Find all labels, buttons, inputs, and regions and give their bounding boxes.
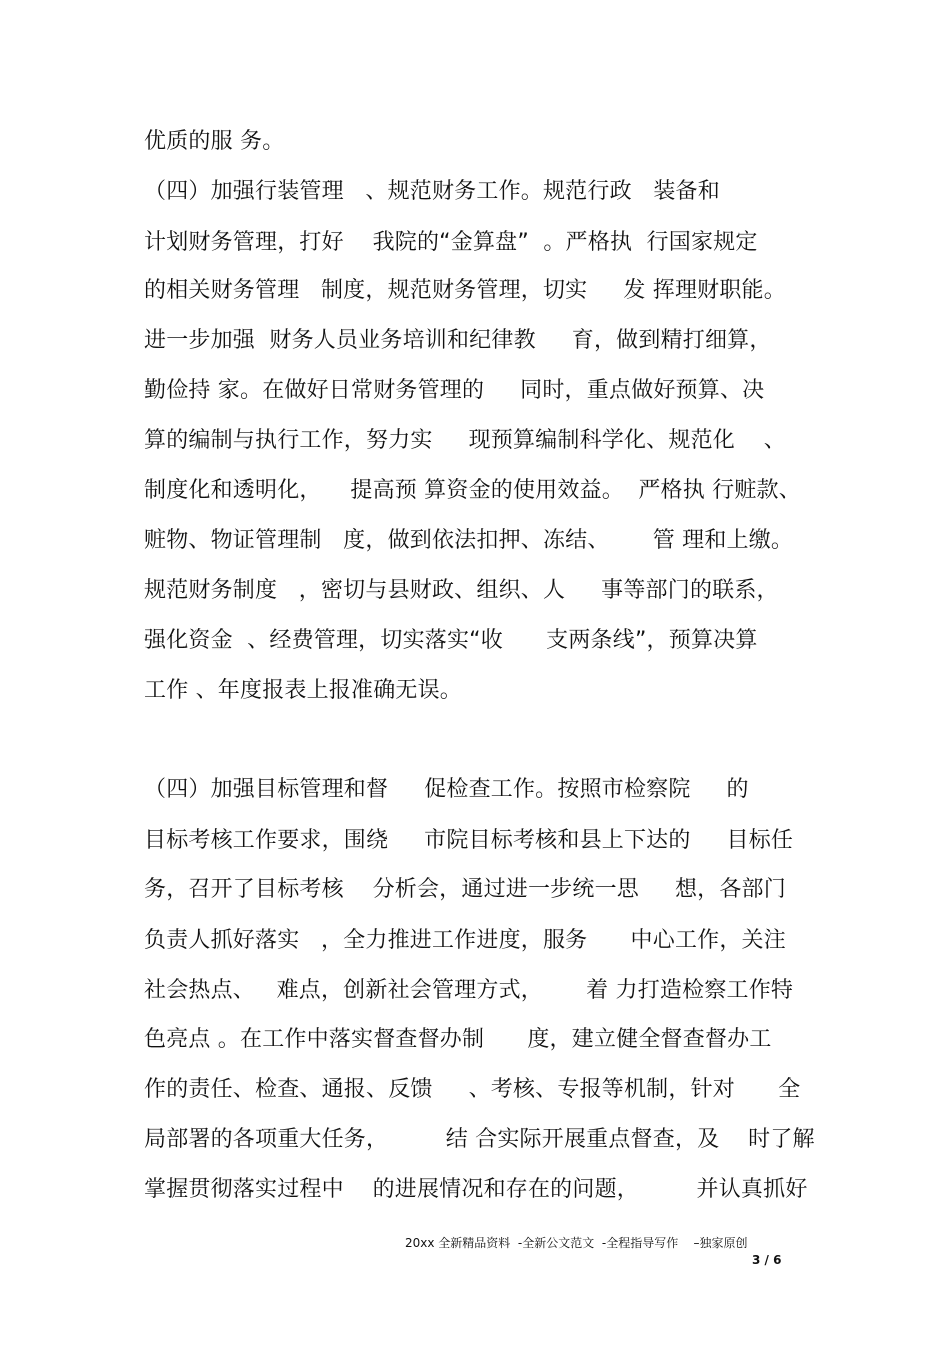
text-line: 色亮点 。在工作中落实督查督办制 度，建立健全督查督办工 bbox=[144, 1027, 772, 1052]
text-line: 赃物、物证管理制 度，做到依法扣押、冻结、 管 理和上缴。 bbox=[144, 528, 794, 553]
text-line: 作的责任、检查、通报、反馈 、考核、专报等机制，针对 全 bbox=[144, 1077, 801, 1102]
text-line: 务，召开了目标考核 分析会，通过进一步统一思 想，各部门 bbox=[144, 877, 786, 902]
text-line: 掌握贯彻落实过程中 的进展情况和存在的问题， 并认真抓好 bbox=[144, 1177, 808, 1202]
text-line: 局部署的各项重大任务， 结 合实际开展重点督查，及 时了解 bbox=[144, 1127, 815, 1152]
page-footer-text: 20xx 全新精品资料 -全新公文范文 -全程指导写作 –独家原创 bbox=[405, 1236, 748, 1250]
text-line: 制度化和透明化， 提高预 算资金的使用效益。 严格执 行赃款、 bbox=[144, 478, 801, 503]
text-line: 目标考核工作要求，围绕 市院目标考核和县上下达的 目标任 bbox=[144, 828, 794, 853]
text-line: 规范财务制度 ，密切与县财政、组织、人 事等部门的联系， bbox=[144, 578, 779, 603]
text-line: 强化资金 、经费管理，切实落实“收 支两条线”，预算决算 bbox=[144, 628, 758, 653]
text-line: （四）加强行装管理 、规范财务工作。规范行政 装备和 bbox=[144, 179, 720, 204]
page-number: 3 / 6 bbox=[752, 1253, 782, 1267]
text-line: 勤俭持 家。在做好日常财务管理的 同时，重点做好预算、决 bbox=[144, 378, 765, 403]
text-line: 算的编制与执行工作，努力实 现预算编制科学化、规范化 、 bbox=[144, 428, 786, 453]
text-line: 优质的服 务。 bbox=[144, 129, 285, 154]
text-line: 进一步加强 财务人员业务培训和纪律教 育，做到精打细算， bbox=[144, 328, 772, 353]
text-line: 工作 、年度报表上报准确无误。 bbox=[144, 678, 462, 703]
text-line: 社会热点、 难点，创新社会管理方式， 着 力打造检察工作特 bbox=[144, 978, 794, 1003]
text-line: （四）加强目标管理和督 促检查工作。按照市检察院 的 bbox=[144, 777, 749, 802]
text-line: 计划财务管理，打好 我院的“金算盘” 。严格执 行国家规定 bbox=[144, 230, 758, 255]
text-line: 的相关财务管理 制度，规范财务管理，切实 发 挥理财职能。 bbox=[144, 278, 786, 303]
text-line: 负责人抓好落实 ，全力推进工作进度，服务 中心工作，关注 bbox=[144, 928, 786, 953]
